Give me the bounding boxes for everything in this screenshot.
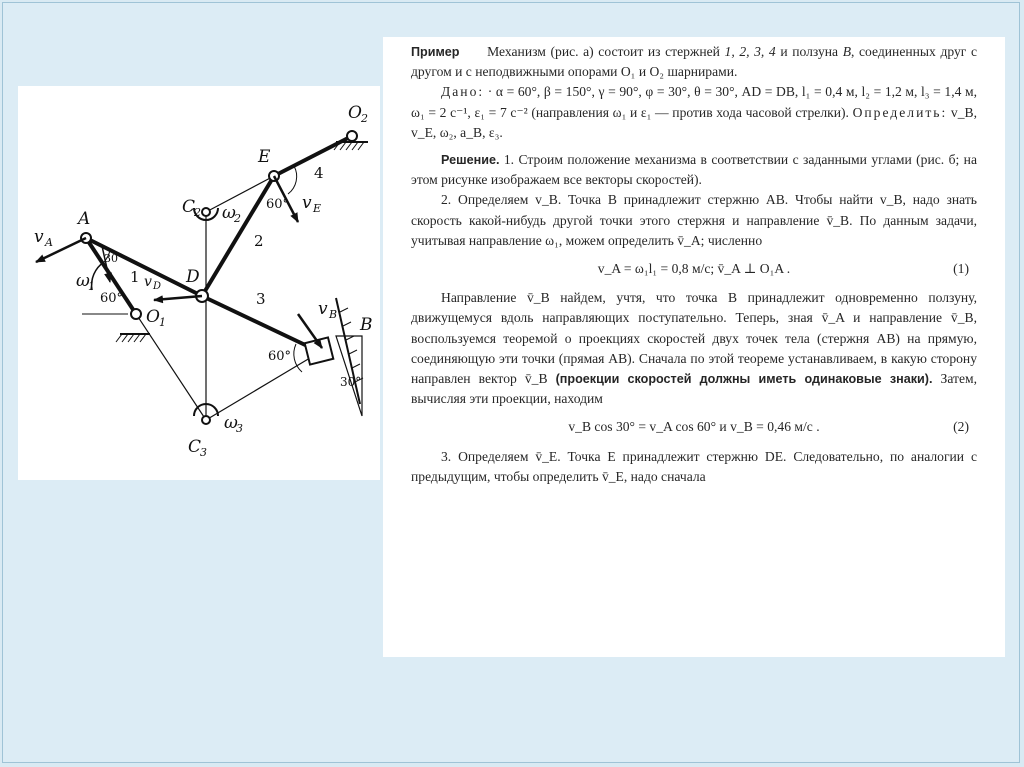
paragraph-direction-vb xyxy=(411,288,977,409)
support-o1-hatch xyxy=(116,334,146,342)
label-o1: O xyxy=(146,307,160,327)
formula-1 xyxy=(411,259,977,279)
label-a: A xyxy=(78,209,91,229)
label-c3: C xyxy=(188,437,202,457)
find-values: v_B, v_E, ω₂, a_B, ε₃. xyxy=(411,104,977,140)
label-va: v xyxy=(34,227,44,247)
center-c2 xyxy=(202,208,210,216)
paragraph-step-3: 3. Определяем v̄_E. Точка E принадлежит стержню DE. Следовательно, по аналогии с предыдущим, чтобы определить v̄_E, надо сначала xyxy=(411,448,977,484)
given-label: Дано: xyxy=(441,84,485,100)
find-label: Определить: xyxy=(852,104,948,120)
text-panel xyxy=(383,37,1005,657)
label-o1-sub: 1 xyxy=(159,316,166,329)
label-b: B xyxy=(360,315,373,335)
label-w3-sub: 3 xyxy=(236,422,243,435)
velocity-vd xyxy=(154,296,202,300)
label-w1: ω xyxy=(76,271,90,291)
direction-vb-text-b: Затем, вычисляя эти проекции, находим xyxy=(411,371,977,407)
paragraph-example xyxy=(411,42,977,82)
label-c2-sub: 2 xyxy=(194,206,201,219)
formula-1-expression: v_A = ω₁l₁ = 0,8 м/с; v̄_A ⊥ O₁A . xyxy=(597,261,791,277)
paragraph-given xyxy=(411,82,977,143)
formula-1-number: (1) xyxy=(953,261,969,277)
example-heading: Пример xyxy=(411,45,460,59)
formula-2-expression: v_B cos 30° = v_A cos 60° и v_B = 0,46 м/с . xyxy=(568,419,820,435)
formula-2-number: (2) xyxy=(953,419,969,435)
label-d: D xyxy=(186,267,200,287)
label-w1-sub: 1 xyxy=(88,280,95,293)
label-ve: v xyxy=(302,193,312,213)
example-text-b: и ползуна xyxy=(775,44,843,59)
label-rod2: 2 xyxy=(254,232,264,250)
direction-vb-text-a: Направление v̄_B найдем, учтя, что точка B принадлежит одновременно ползуну, движущемуся вдоль направляющих поступательно. Теперь, зная v̄_A и направление v̄_B, воспользуемся теоремой о проекциях скоростей двух точек тела (стержня AB) на прямую, соединяющую эти точки (прямая AB). Сначала по этой теореме устанавливаем, в какую сторону направлен вектор v̄_B xyxy=(411,290,977,387)
mechanism-figure xyxy=(18,86,380,480)
label-rod1: 1 xyxy=(130,268,140,286)
solution-heading: Решение. xyxy=(441,153,500,168)
paragraph-solution xyxy=(411,150,977,190)
joint-e xyxy=(269,171,279,181)
solution-step-1: 1. Строим положение механизма в соответствии с заданными углами (рис. б; на этом рисунке изображаем все векторы скоростей). xyxy=(411,152,977,188)
label-c3-sub: 3 xyxy=(200,446,207,459)
slider-b xyxy=(305,337,334,364)
given-values: · α = 60°, β = 150°, γ = 90°, φ = 30°, θ = 30°, AD = DB, l₁ = 0,4 м, l₂ = 1,2 м, l₃ = 1,4 м, ω₁ = 2 с⁻¹, ε₁ = 7 с⁻² (направления ω₁ и ε₁ — против хода часовой стрелки). xyxy=(411,84,977,120)
center-c3 xyxy=(202,416,210,424)
label-angle-30b: 30° xyxy=(340,375,362,389)
label-va-sub: A xyxy=(45,236,53,249)
formula-2 xyxy=(411,417,977,437)
label-vd-sub: D xyxy=(153,281,162,292)
mechanism-diagram xyxy=(18,86,380,480)
line-ac3 xyxy=(86,238,206,420)
label-o2-sub: 2 xyxy=(361,112,368,125)
joint-o1 xyxy=(131,309,141,319)
label-rod3: 3 xyxy=(256,290,266,308)
label-vb: v xyxy=(318,299,328,319)
label-angle-60a: 60° xyxy=(100,291,124,306)
example-text-c: , соединенных друг с другом и с неподвижными опорами O₁ и O₂ шарнирами. xyxy=(411,44,977,80)
label-e: E xyxy=(258,147,271,167)
label-angle-30a: 30° xyxy=(104,252,124,265)
rod-4 xyxy=(274,136,352,176)
figure-labels xyxy=(34,103,373,459)
label-w2: ω xyxy=(222,203,236,223)
example-rod-numbers: 1, 2, 3, 4 xyxy=(724,44,776,59)
label-o2: O xyxy=(348,103,362,123)
label-ve-sub: E xyxy=(313,202,322,215)
label-vd: v xyxy=(144,274,152,290)
direction-vb-bold: (проекции скоростей должны иметь одинаковые знаки). xyxy=(555,372,933,387)
label-w3: ω xyxy=(224,413,238,433)
line-c3b xyxy=(206,352,320,420)
label-vb-sub: B xyxy=(329,308,338,321)
label-rod4: 4 xyxy=(314,164,324,182)
label-c2: C xyxy=(182,197,196,217)
joint-o2 xyxy=(347,131,357,141)
paragraph-step-2: 2. Определяем v_B. Точка B принадлежит стержню AB. Чтобы найти v_B, надо знать скорость какой-нибудь другой точки этого стержня и направление v̄_B. По данным задачи, учитывая направление ω₁, можем определить v̄_A; численно xyxy=(411,192,977,248)
angle-arc-b xyxy=(294,344,302,372)
example-slider-b: B xyxy=(842,44,851,59)
label-angle-60b: 60° xyxy=(268,349,292,364)
example-text-a: Механизм (рис. а) состоит из стержней xyxy=(487,44,725,59)
label-w2-sub: 2 xyxy=(234,212,241,225)
label-angle-60e: 60° xyxy=(266,197,290,212)
